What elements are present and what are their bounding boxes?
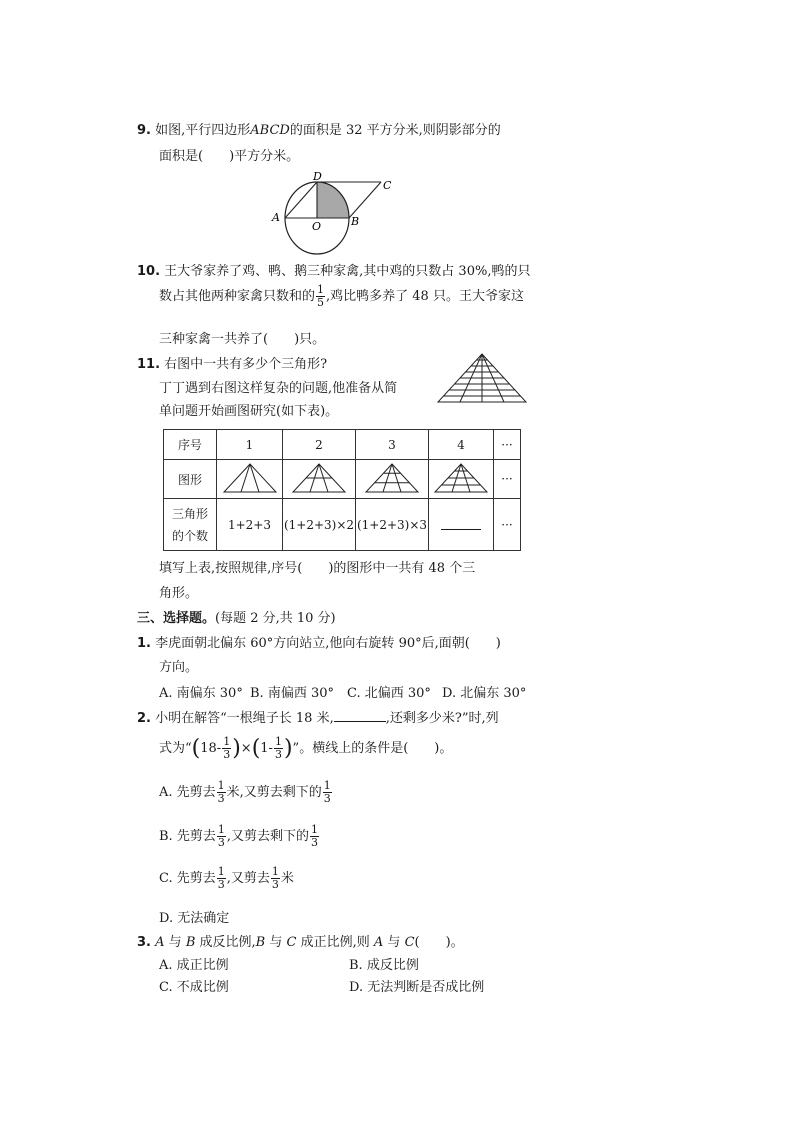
c3-line1: [137, 931, 464, 950]
header-count: [164, 499, 217, 551]
label-b: B: [351, 215, 360, 228]
c2-option-b[interactable]: [159, 824, 320, 849]
q10-text2b: ,鸡比鸭多养了 48 只。王大爷家这: [326, 289, 524, 304]
c2-number: 2.: [137, 711, 151, 726]
frac-numerator: 1: [323, 779, 331, 792]
q10-number: 10.: [137, 264, 161, 279]
frac-numerator: 1: [317, 283, 325, 296]
opt-text: ,又剪去剩下的: [226, 829, 309, 844]
c2-option-c[interactable]: [159, 866, 294, 891]
c2-option-d[interactable]: D. 无法确定: [159, 911, 230, 926]
paren-close-1: ): [232, 736, 241, 761]
var-b: B: [255, 935, 266, 950]
frac-denominator: 5: [317, 296, 325, 309]
expr-a: 18-: [200, 741, 222, 756]
frac-numerator: 1: [310, 823, 318, 836]
shape-4: [429, 460, 494, 499]
opt-text: 米: [280, 871, 294, 886]
var-c: C: [286, 935, 297, 950]
frac-denominator: 3: [217, 836, 225, 849]
count-2: (1+2+3)×2: [283, 499, 356, 551]
q10-text2a: 数占其他两种家禽只数和的: [159, 289, 316, 304]
c2-text2b: ”。横线上的条件是( )。: [292, 741, 453, 756]
shape-3: [356, 460, 429, 499]
triangle-3-icon: [364, 462, 420, 494]
col-2: 2: [283, 430, 356, 460]
q9-circle-figure: [270, 170, 400, 260]
q9-line1: [137, 119, 501, 138]
pattern-table: [163, 429, 521, 551]
frac-denominator: 3: [217, 878, 225, 891]
c1-number: 1.: [137, 636, 151, 651]
section3-heading: [137, 607, 336, 626]
q11-line2: 丁丁遇到右图这样复杂的问题,他准备从简: [159, 381, 398, 396]
fraction-1-3: [323, 780, 332, 805]
c2-text1a: 小明在解答“一根绳子长 18 米,: [155, 711, 334, 726]
frac-numerator: 1: [271, 865, 279, 878]
header-count-1: 三角形: [171, 506, 208, 521]
label-a: A: [272, 211, 280, 224]
c1-option-d[interactable]: D. 北偏东 30°: [442, 686, 527, 701]
c3-text: ( )。: [414, 935, 464, 950]
c2-text2a: 式为“: [159, 741, 192, 756]
var-b: B: [185, 935, 196, 950]
q11-line1: [137, 353, 327, 372]
c2-option-a[interactable]: [159, 780, 333, 805]
header-shape: 图形: [164, 460, 217, 499]
q9-text-c: 的面积是 32 平方分米,则阴影部分的: [289, 123, 501, 138]
c1-option-b[interactable]: B. 南偏西 30°: [250, 686, 334, 701]
col-3: 3: [356, 430, 429, 460]
count-1: 1+2+3: [217, 499, 283, 551]
q9-number: 9.: [137, 123, 151, 138]
opt-text: 米,又剪去剩下的: [226, 785, 322, 800]
triangle-4-icon: [433, 462, 489, 494]
label-d: D: [313, 170, 322, 183]
frac-denominator: 3: [217, 792, 225, 805]
count-4-blank[interactable]: [429, 499, 494, 551]
c2-line2: [159, 736, 452, 761]
c2-text1b: ,还剩多少米?”时,列: [385, 711, 499, 726]
c1-line2: 方向。: [159, 660, 199, 675]
frac-denominator: 3: [271, 878, 279, 891]
frac-denominator: 3: [274, 748, 282, 761]
shape-2: [283, 460, 356, 499]
segment-cb: [349, 182, 381, 218]
var-c: C: [404, 935, 415, 950]
frac-numerator: 1: [217, 865, 225, 878]
count-4-answer-line[interactable]: [441, 517, 481, 530]
frac-numerator: 1: [223, 735, 231, 748]
c3-text: 与: [387, 935, 401, 950]
q9-text-a: 如图,平行四边形: [155, 123, 251, 138]
col-more: ···: [494, 430, 521, 460]
c1-option-c[interactable]: C. 北偏西 30°: [347, 686, 431, 701]
section3-note: (每题 2 分,共 10 分): [215, 611, 336, 626]
q9-text-abcd: ABCD: [250, 123, 290, 138]
c3-option-c[interactable]: C. 不成比例: [159, 980, 229, 995]
triangle-2-icon: [291, 462, 347, 494]
c3-number: 3.: [137, 935, 151, 950]
col-1: 1: [217, 430, 283, 460]
c3-option-a[interactable]: A. 成正比例: [159, 958, 229, 973]
opt-text: C. 先剪去: [159, 871, 216, 886]
opt-text: ,又剪去: [226, 871, 270, 886]
c3-text: 与: [269, 935, 283, 950]
q10-fraction: [316, 284, 325, 309]
frac-denominator: 3: [310, 836, 318, 849]
count-3: (1+2+3)×3: [356, 499, 429, 551]
c2-blank[interactable]: [334, 709, 386, 722]
q10-text1: 王大爷家养了鸡、鸭、鹅三种家禽,其中鸡的只数占 30%,鸭的只: [164, 264, 531, 279]
fraction-1-3: [217, 780, 226, 805]
q11-number: 11.: [137, 357, 161, 372]
label-o: O: [312, 220, 322, 233]
frac-numerator: 1: [217, 779, 225, 792]
shape-1: [217, 460, 283, 499]
count-more: ···: [494, 499, 521, 551]
frac-numerator: 1: [217, 823, 225, 836]
var-a: A: [155, 935, 165, 950]
fraction-1-3: [271, 866, 280, 891]
c3-text: 成正比例,则: [300, 935, 370, 950]
expr-b: 1-: [260, 741, 273, 756]
frac-numerator: 1: [274, 735, 282, 748]
frac-denominator: 3: [323, 792, 331, 805]
paren-close-2: ): [283, 736, 293, 761]
paren-open-1: (: [191, 736, 201, 761]
multiply-sign: ×: [240, 741, 252, 756]
paren-open-2: (: [251, 736, 261, 761]
q10-line3: 三种家禽一共养了( )只。: [159, 332, 326, 347]
c2-line1: [137, 707, 499, 726]
c3-text: 与: [168, 935, 182, 950]
q11-after1: 填写上表,按照规律,序号( )的图形中一共有 48 个三: [159, 561, 476, 576]
shape-more: ···: [494, 460, 521, 499]
fraction-1-3: [310, 824, 319, 849]
opt-text: B. 先剪去: [159, 829, 216, 844]
opt-text: A. 先剪去: [159, 785, 216, 800]
q10-line2: [159, 284, 524, 309]
label-c: C: [383, 179, 392, 192]
c3-option-d[interactable]: D. 无法判断是否成比例: [349, 980, 485, 995]
q10-line1: [137, 260, 530, 279]
q11-after2: 角形。: [159, 586, 199, 601]
fraction-1-3: [274, 736, 283, 761]
q11-text1: 右图中一共有多少个三角形?: [164, 357, 328, 372]
fraction-1-3: [217, 824, 226, 849]
header-index: 序号: [164, 430, 217, 460]
frac-denominator: 3: [223, 748, 231, 761]
section3-title: 三、选择题。: [137, 611, 216, 626]
triangle-1-icon: [222, 462, 278, 494]
c3-text: 成反比例,: [199, 935, 256, 950]
fraction-1-3: [222, 736, 231, 761]
var-a: A: [373, 935, 384, 950]
c1-option-a[interactable]: A. 南偏东 30°: [159, 686, 243, 701]
q11-line3: 单问题开始画图研究(如下表)。: [159, 404, 339, 419]
c1-text1: 李虎面朝北偏东 60°方向站立,他向右旋转 90°后,面朝( ): [155, 636, 501, 651]
c1-line1: [137, 632, 501, 651]
c3-option-b[interactable]: B. 成反比例: [349, 958, 419, 973]
q9-line2: 面积是( )平方分米。: [159, 149, 300, 164]
large-triangle-figure: [436, 352, 528, 406]
col-4: 4: [429, 430, 494, 460]
fraction-1-3: [217, 866, 226, 891]
header-count-2: 的个数: [171, 528, 208, 543]
